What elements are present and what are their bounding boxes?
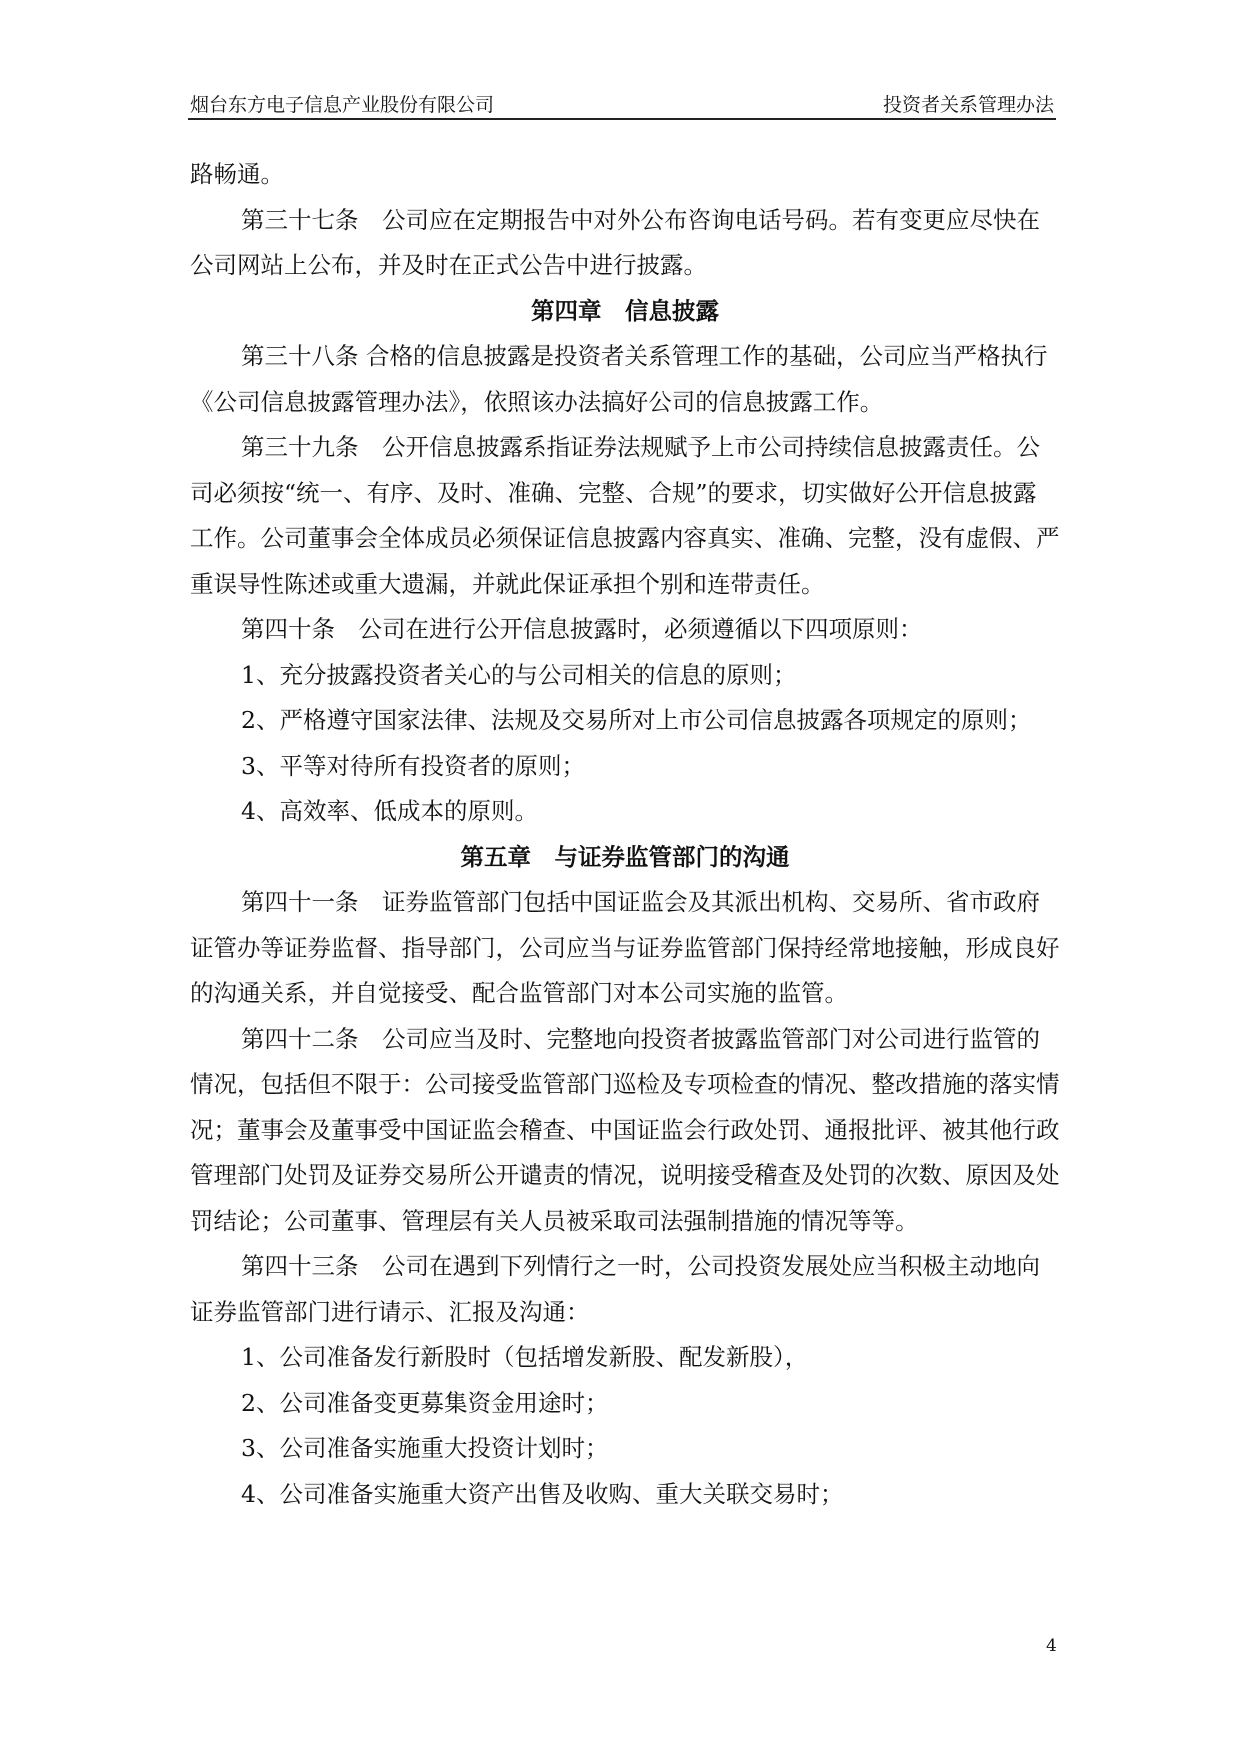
page-number: 4 xyxy=(1046,1636,1057,1656)
article-38: 第三十八条 合格的信息披露是投资者关系管理工作的基础，公司应当严格执行《公司信息披露管理办法》，依照该办法搞好公司的信息披露工作。 xyxy=(190,342,1048,416)
list-item: 1、充分披露投资者关心的与公司相关的信息的原则； xyxy=(241,660,797,689)
list-item: 4、公司准备实施重大资产出售及收购、重大关联交易时； xyxy=(241,1479,844,1508)
chapter-4-heading: 第四章 信息披露 xyxy=(531,296,719,325)
list-item: 2、公司准备变更募集资金用途时； xyxy=(241,1388,609,1417)
paragraph: 路畅通。 xyxy=(190,160,284,188)
header-document-title: 投资者关系管理办法 xyxy=(882,94,1054,116)
header-company-name: 烟台东方电子信息产业股份有限公司 xyxy=(190,94,495,116)
document-body xyxy=(190,152,1060,1517)
article-41: 第四十一条 证券监管部门包括中国证监会及其派出机构、交易所、省市政府证管办等证券监督、指导部门，公司应当与证券监管部门保持经常地接触，形成良好的沟通关系，并自觉接受、配合监管部门对本公司实施的监管。 xyxy=(190,888,1060,1007)
chapter-5-heading: 第五章 与证券监管部门的沟通 xyxy=(460,842,790,871)
article-40: 第四十条 公司在进行公开信息披露时，必须遵循以下四项原则： xyxy=(241,615,923,643)
page-header xyxy=(188,82,1056,120)
article-43: 第四十三条 公司在遇到下列情行之一时，公司投资发展处应当积极主动地向证券监管部门进行请示、汇报及沟通： xyxy=(190,1252,1040,1326)
list-item: 3、平等对待所有投资者的原则； xyxy=(241,751,585,780)
list-item: 2、严格遵守国家法律、法规及交易所对上市公司信息披露各项规定的原则； xyxy=(241,706,1032,734)
list-item: 4、高效率、低成本的原则。 xyxy=(241,797,538,825)
list-item: 1、公司准备发行新股时（包括增发新股、配发新股）， xyxy=(241,1343,809,1371)
article-42: 第四十二条 公司应当及时、完整地向投资者披露监管部门对公司进行监管的情况，包括但不限于：公司接受监管部门巡检及专项检查的情况、整改措施的落实情况；董事会及董事受中国证监会稽查、中国证监会行政处罚、通报批评、被其他行政管理部门处罚及证券交易所公开谴责的情况，说明接受稽查及处罚的次数、原因及处罚结论；公司董事、管理层有关人员被采取司法强制措施的情况等等。 xyxy=(190,1024,1060,1235)
article-39: 第三十九条 公开信息披露系指证券法规赋予上市公司持续信息披露责任。公司必须按“统一、有序、及时、准确、完整、合规”的要求，切实做好公开信息披露工作。公司董事会全体成员必须保证信息披露内容真实、准确、完整，没有虚假、严重误导性陈述或重大遗漏，并就此保证承担个别和连带责任。 xyxy=(190,433,1060,598)
article-37: 第三十七条 公司应在定期报告中对外公布咨询电话号码。若有变更应尽快在公司网站上公布，并及时在正式公告中进行披露。 xyxy=(190,205,1040,279)
list-item: 3、公司准备实施重大投资计划时； xyxy=(241,1434,609,1462)
